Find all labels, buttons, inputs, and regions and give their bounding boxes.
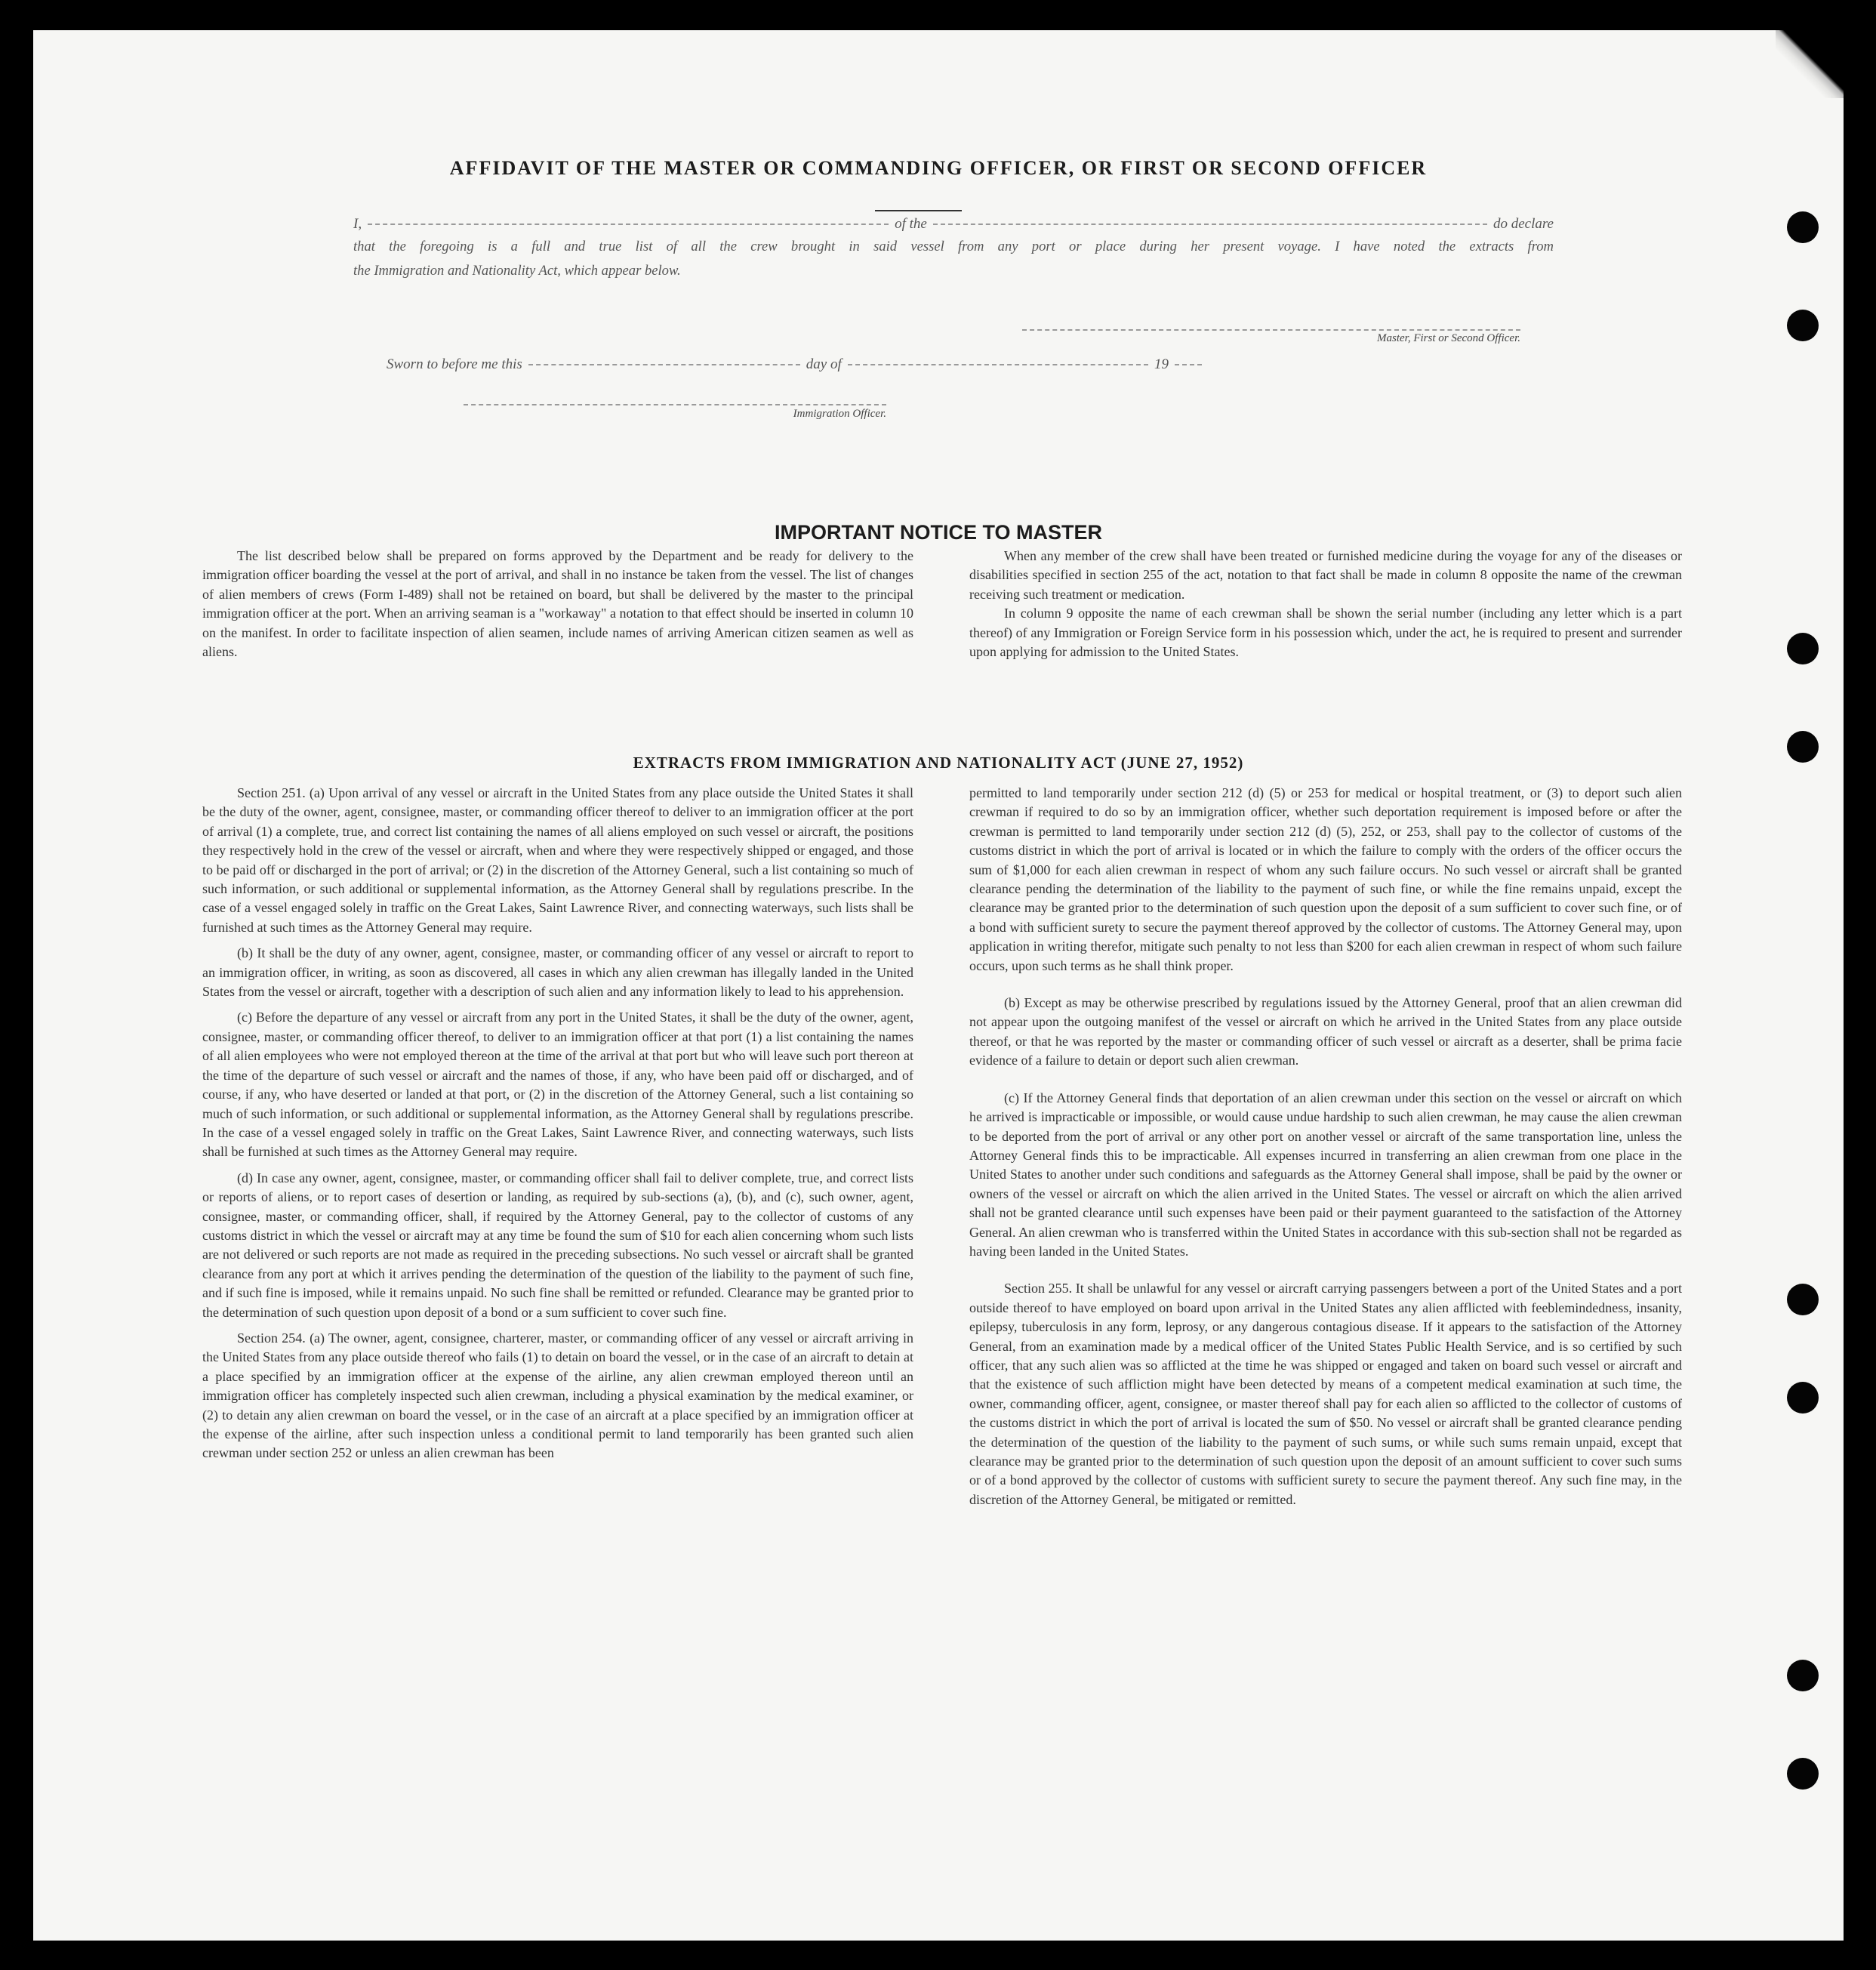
affidavit-title: AFFIDAVIT OF THE MASTER OR COMMANDING OFFICER, OR FIRST OR SECOND OFFICER xyxy=(449,157,1428,179)
section-251b: (b) It shall be the duty of any owner, agent, consignee, master, or commanding officer of any vessel or aircraft to report to an immigration officer, in writing, as soon as discovered, all cases in which any alien crewman has illegally landed in the United States from the vessel or aircraft, together with a description of such alien and any information likely to lead to his apprehension. xyxy=(202,945,913,1000)
notice-left-paragraph: The list described below shall be prepared on forms approved by the Department and be ready for delivery to the immigration officer boarding the vessel at the port of arrival, and shall in no instance be taken from the vessel. The list of changes of alien members of crews (Form I-489) shall not be retained on board, but shall be delivered by the master to the principal immigration officer at the port. When an arriving seaman is a "workaway" a notation to that effect should be inserted in column 10 on the manifest. In order to facilitate inspection of alien seamen, include names of arriving American citizen seamen as well as aliens. xyxy=(202,548,913,660)
officer-signature-caption: Immigration Officer. xyxy=(793,408,886,420)
section-251c: (c) Before the departure of any vessel or aircraft from any port in the United States, it shall be the duty of the owner, agent, consignee, master, or commanding officer thereof, to deliver to an immigration officer at that port (1) a list containing the names of all alien employees who were not employed thereon at the time of the arrival at that port but who will leave such port thereon at the time of the departure of such vessel or aircraft and the names of those, if any, who have been paid off or discharged, and of course, if any, who have deserted or landed at that port, or (2) in the discretion of the Attorney General, such a list containing so much of such information, or such additional or supplemental information, as the Attorney General shall by regulations prescribe. In the case of a vessel engaged solely in traffic on the Great Lakes, Saint Lawrence River, and connecting waterways, such lists shall be furnished at such times as the Attorney General may require. xyxy=(202,1010,913,1160)
i-label: I, xyxy=(353,216,362,232)
declarant-name-field[interactable] xyxy=(368,224,889,225)
sworn-month-field[interactable] xyxy=(848,364,1148,365)
notice-title: IMPORTANT NOTICE TO MASTER xyxy=(775,521,1102,544)
master-signature-line[interactable] xyxy=(1022,329,1520,331)
binder-hole xyxy=(1787,1758,1819,1790)
declarant-row xyxy=(353,216,1554,233)
binder-hole xyxy=(1787,1660,1819,1691)
notice-right-paragraph-2: In column 9 opposite the name of each crewman shall be shown the serial number (including any letter which is a part thereof) of any Immigration or Foreign Service form in his possession which, under the act, he is required to present and surrender upon applying for admission to the United States. xyxy=(969,606,1682,660)
notice-right-paragraph-1: When any member of the crew shall have been treated or furnished medicine during the voyage for any of the diseases or disabilities specified in section 255 of the act, notation to that fact shall be made in column 8 opposite the name of the crewman receiving such treatment or medication. xyxy=(969,548,1682,602)
section-251a: Section 251. (a) Upon arrival of any vessel or aircraft in the United States from any place outside the United States it shall be the duty of the owner, agent, consignee, master, or commanding officer thereof to deliver to an immigration officer at the port of arrival (1) a complete, true, and correct list containing the names of all aliens employed on such vessel or aircraft, the positions they respectively hold in the crew of the vessel or aircraft, when and where they were respectively shipped or engaged, and those to be paid off or discharged in the port of arrival; or (2) in the discretion of the Attorney General, such a list containing so much of such information, or such additional or supplemental information, as the Attorney General shall by regulations prescribe. In the case of a vessel engaged solely in traffic on the Great Lakes, Saint Lawrence River, and connecting waterways, such lists shall be furnished at such times as the Attorney General may require. xyxy=(202,785,913,935)
officer-signature-line[interactable] xyxy=(464,404,886,405)
section-254c: (c) If the Attorney General finds that deportation of an alien crewman under this section on the vessel or aircraft on which he arrived is impracticable or impossible, or would cause undue hardship to such alien crewman, he may cause the alien crewman to be deported from the port of arrival or any other port on another vessel or aircraft of the same transportation line, unless the Attorney General finds this to be impracticable. All expenses incurred in transferring an alien crewman from one place in the United States to another under such conditions and safeguards as the Attorney General shall impose, shall be paid by the owner or owners of the vessel or aircraft on which the alien arrived in the United States. The vessel or aircraft on which the alien arrived shall not be granted clearance until such expenses have been paid or their payment guaranteed to the satisfaction of the Attorney General. An alien crewman who is transferred within the United States in accordance with this sub-section shall not be regarded as having been landed in the United States. xyxy=(969,1090,1682,1259)
notice-right-column xyxy=(969,547,1682,668)
section-254a-continued: permitted to land temporarily under section 212 (d) (5) or 253 for medical or hospital treatment, or (3) to deport such alien crewman if required to do so by an immigration officer, whether such deportation requirement is imposed before or after the crewman is permitted to land temporarily under section 212 (d) (5), 252, or 253, shall pay to the collector of customs of the customs district in which the port of arrival is located or in which the failure to comply with the orders of the officer occurs the sum of $1,000 for each alien crewman in respect of whom any such failure occurs. No such vessel or aircraft shall be granted clearance pending the determination of the liability to the payment of such fine, or while the fine remains unpaid, except the clearance may be granted prior to the determination of such question upon the deposit of a sum sufficient to cover such fine, or of a bond with sufficient surety to secure the payment thereof approved by the collector of customs. The Attorney General may, upon application in writing therefor, mitigate such penalty to not less than $200 for each alien crewman in respect of whom such failure occurs, upon such terms as he shall think proper. xyxy=(969,785,1682,973)
section-254b: (b) Except as may be otherwise prescribed by regulations issued by the Attorney General, proof that an alien crewman did not appear upon the outgoing manifest of the vessel or aircraft on which he arrived in the United States from any place outside thereof, or that he was reported by the master or commanding officer of such vessel or aircraft as a deserter, shall be prima facie evidence of a failure to detain or deport such alien crewman. xyxy=(969,995,1682,1068)
year-prefix: 19 xyxy=(1154,356,1169,372)
binder-hole xyxy=(1787,1382,1819,1414)
of-the-label: of the xyxy=(895,216,927,232)
vessel-name-field[interactable] xyxy=(933,224,1487,225)
binder-hole xyxy=(1787,1284,1819,1315)
sworn-day-field[interactable] xyxy=(528,364,800,365)
affidavit-statement-line2: the Immigration and Nationality Act, which appear below. xyxy=(353,263,681,279)
section-251d: (d) In case any owner, agent, consignee, master, or commanding officer shall fail to deliver complete, true, and correct lists or reports of aliens, or to report cases of desertion or landing, as required by sub-sections (a), (b), and (c), such owner, agent, consignee, master, or commanding officer, shall, if required by the Attorney General, pay to the collector of customs of any customs district in which the vessel or aircraft may at any time be found the sum of $10 for each alien concerning whom such lists are not delivered or such reports are not made as required in the preceding subsections. No such vessel or aircraft shall be granted clearance from any port at which it arrives pending the determination of the question of the liability to the payment of such fine, and if such fine is imposed, while it remains unpaid. No such fine shall be remitted or refunded. Clearance may be granted prior to the determination of such question upon deposit of a bond or a sum sufficient to cover such fine. xyxy=(202,1170,913,1320)
page-corner-curl xyxy=(1776,30,1844,98)
section-254a: Section 254. (a) The owner, agent, consignee, charterer, master, or commanding officer of any vessel or aircraft arriving in the United States from any place outside thereof who fails (1) to detain on board the vessel, or in the case of an aircraft to detain at a place specified by an immigration officer at the expense of the airline, any alien crewman employed thereon until an immigration officer has completely inspected such alien crewman, including a physical examination by the medical examiner, or (2) to detain any alien crewman on board the vessel, or in the case of an aircraft at a place specified by an immigration officer at the expense of the airline, after such inspection unless a conditional permit to land temporarily has been granted such alien crewman under section 252 or unless an alien crewman has been xyxy=(202,1330,913,1461)
sworn-label: Sworn to before me this xyxy=(387,356,522,372)
extracts-title: EXTRACTS FROM IMMIGRATION AND NATIONALITY ACT (JUNE 27, 1952) xyxy=(633,754,1244,772)
declare-label: do declare xyxy=(1492,216,1554,232)
sworn-year-field[interactable] xyxy=(1175,364,1202,365)
section-255: Section 255. It shall be unlawful for any vessel or aircraft carrying passengers between a port of the United States and a port outside thereof to have employed on board upon arrival in the United States any alien afflicted with feeblemindedness, insanity, epilepsy, tuberculosis in any form, leprosy, or any dangerous contagious disease. If it appears to the satisfaction of the Attorney General, from an examination made by a medical officer of the United States Public Health Service, and is so certified by such officer, that any such alien was so afflicted at the time he was shipped or engaged and taken on board such vessel or aircraft and that the existence of such affliction might have been detected by means of a competent medical examination at such time, the owner, commanding officer, agent, consignee, or master thereof shall pay for each alien so afflicted to the collector of customs of the customs district in which the port of arrival is located the sum of $50. No vessel or aircraft shall be granted clearance pending the determination of the question of the liability to the payment of such sums, or while such sums remain unpaid, except that clearance may be granted prior to the determination of such question upon the deposit of an amount sufficient to cover such sums or of a bond approved by the collector of customs with sufficient surety to secure the payment thereof. Any such fine may, in the discretion of the Attorney General, be mitigated or remitted. xyxy=(969,1281,1682,1507)
binder-hole xyxy=(1787,633,1819,664)
document-page xyxy=(33,30,1844,1941)
binder-hole xyxy=(1787,211,1819,243)
extracts-right-column xyxy=(969,784,1682,1516)
binder-hole xyxy=(1787,310,1819,341)
notice-left-column xyxy=(202,547,913,668)
master-signature-caption: Master, First or Second Officer. xyxy=(1377,332,1520,344)
sworn-row xyxy=(387,356,1202,373)
day-of-label: day of xyxy=(806,356,842,372)
title-rule xyxy=(875,210,962,211)
extracts-left-column xyxy=(202,784,913,1470)
affidavit-statement-line1: that the foregoing is a full and true list of all the crew brought in said vessel from any port or place during her present voyage. I have noted the extracts from xyxy=(353,239,1554,254)
